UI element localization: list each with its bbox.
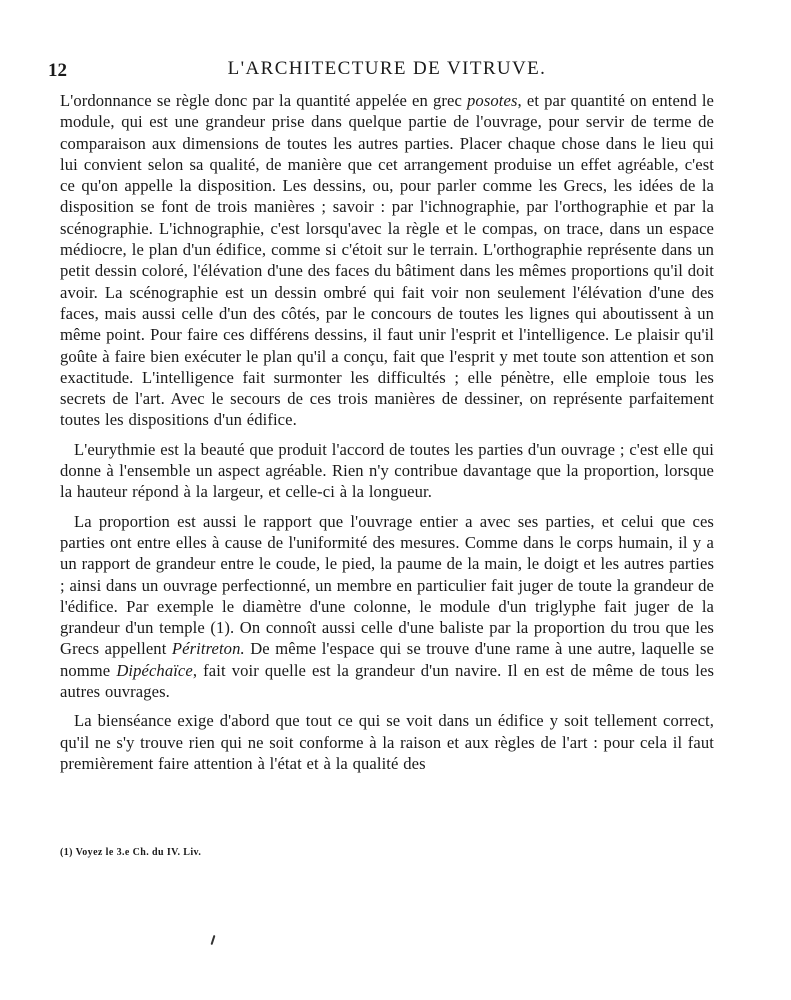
paragraph-text: La bienséance exige d'abord que tout ce qui se voit dans un édifice y soit tellement correct, qu'il ne s'y trouve rien qui ne soit conforme à la raison et aux règles de l'art : pour cela il faut premièrement faire attention à l'état et à la qualité des [60,711,714,773]
book-page [48,58,715,774]
page-number: 12 [48,60,67,81]
paragraph-text: La proportion est aussi le rapport que l'ouvrage entier a avec ses parties, et celui que ces parties ont entre elles à cause de l'uniformité des mesures. Comme dans le corps humain, il y a un rapport de grandeur entre le coude, le pied, la paume de la main, le doigt et les autres parties ; ainsi dans un ouvrage perfectionné, un membre en particulier fait juger de toute la grandeur de l'édifice. Par exemple le diamètre d'une colonne, le module d'un triglyphe fait juger de la grandeur d'un temple (1). On connoît aussi celle d'une baliste par la proportion du trou que les Grecs appellent [60,511,715,659]
paragraph-eurythmie [60,439,714,503]
paragraph-ordonnance [60,90,714,431]
italic-term: Péritreton. [171,639,245,659]
paragraph-text: , fait voir quelle est la grandeur d'un navire. Il en est de même de tous les autres ouvrages. [60,660,715,702]
paragraph-bienseance [60,710,714,774]
italic-term: posotes [467,91,518,110]
running-title: L'ARCHITECTURE DE VITRUVE. [227,58,547,79]
paragraph-text: , et par quantité on entend le module, qui est une grandeur prise dans quelque partie de l'ouvrage, pour servir de terme de comparaison aux dimensions de toutes les autres parties. Placer chaque chose dans le lieu qui lui convient selon sa qualité, de manière que cet arrangement produise un effet agréable, c'est ce qu'on appelle la disposition. Les dessins, ou, pour parler comme les Grecs, les idées de la disposition se font de trois manières ; savoir : par l'ichnographie, par l'orthographie et par la scénographie. L'ichnographie, c'est lorsqu'avec la règle et le compas, on trace, dans un espace médiocre, le plan d'un édifice, comme si c'étoit sur le terrain. L'orthographie représente dans un petit dessin coloré, l'élévation d'une des faces du bâtiment dans les mêmes proportions qu'il doit avoir. La scénographie est un dessin ombré qui fait voir non seulement l'élévation d'une des faces, mais aussi celle d'un des côtés, par le concours de toutes les lignes qui aboutissent à un même point. Pour faire ces différens dessins, il faut unir l'esprit et l'intelligence. Le plaisir qu'il goûte à faire bien exécuter le plan qu'il a conçu, fait que l'esprit y met toute son attention et son exactitude. L'intelligence fait surmonter les difficultés ; elle pénètre, elle emploie tous les secrets de l'art. Avec le secours de ces trois manières de dessiner, on représente parfaitement toutes les dispositions d'un édifice. [60,91,714,430]
ink-speck [211,935,216,945]
italic-term: Dipéchaïce [116,660,193,680]
paragraph-proportion [60,511,714,703]
paragraph-text: L'eurythmie est la beauté que produit l'accord de toutes les parties d'un ouvrage ; c'est elle qui donne à l'ensemble un aspect agréable. Rien n'y contribue davantage que la proportion, lorsque la hauteur répond à la largeur, et celle-ci à la longueur. [60,439,714,502]
paragraph-text: De même l'espace qui se trouve d'une rame à une autre, laquelle se nomme [60,639,714,680]
paragraph-text: L'ordonnance se règle donc par la quantité appelée en grec [60,91,468,110]
page-header [48,58,714,86]
footnote: (1) Voyez le 3.e Ch. du IV. Liv. [60,847,202,858]
